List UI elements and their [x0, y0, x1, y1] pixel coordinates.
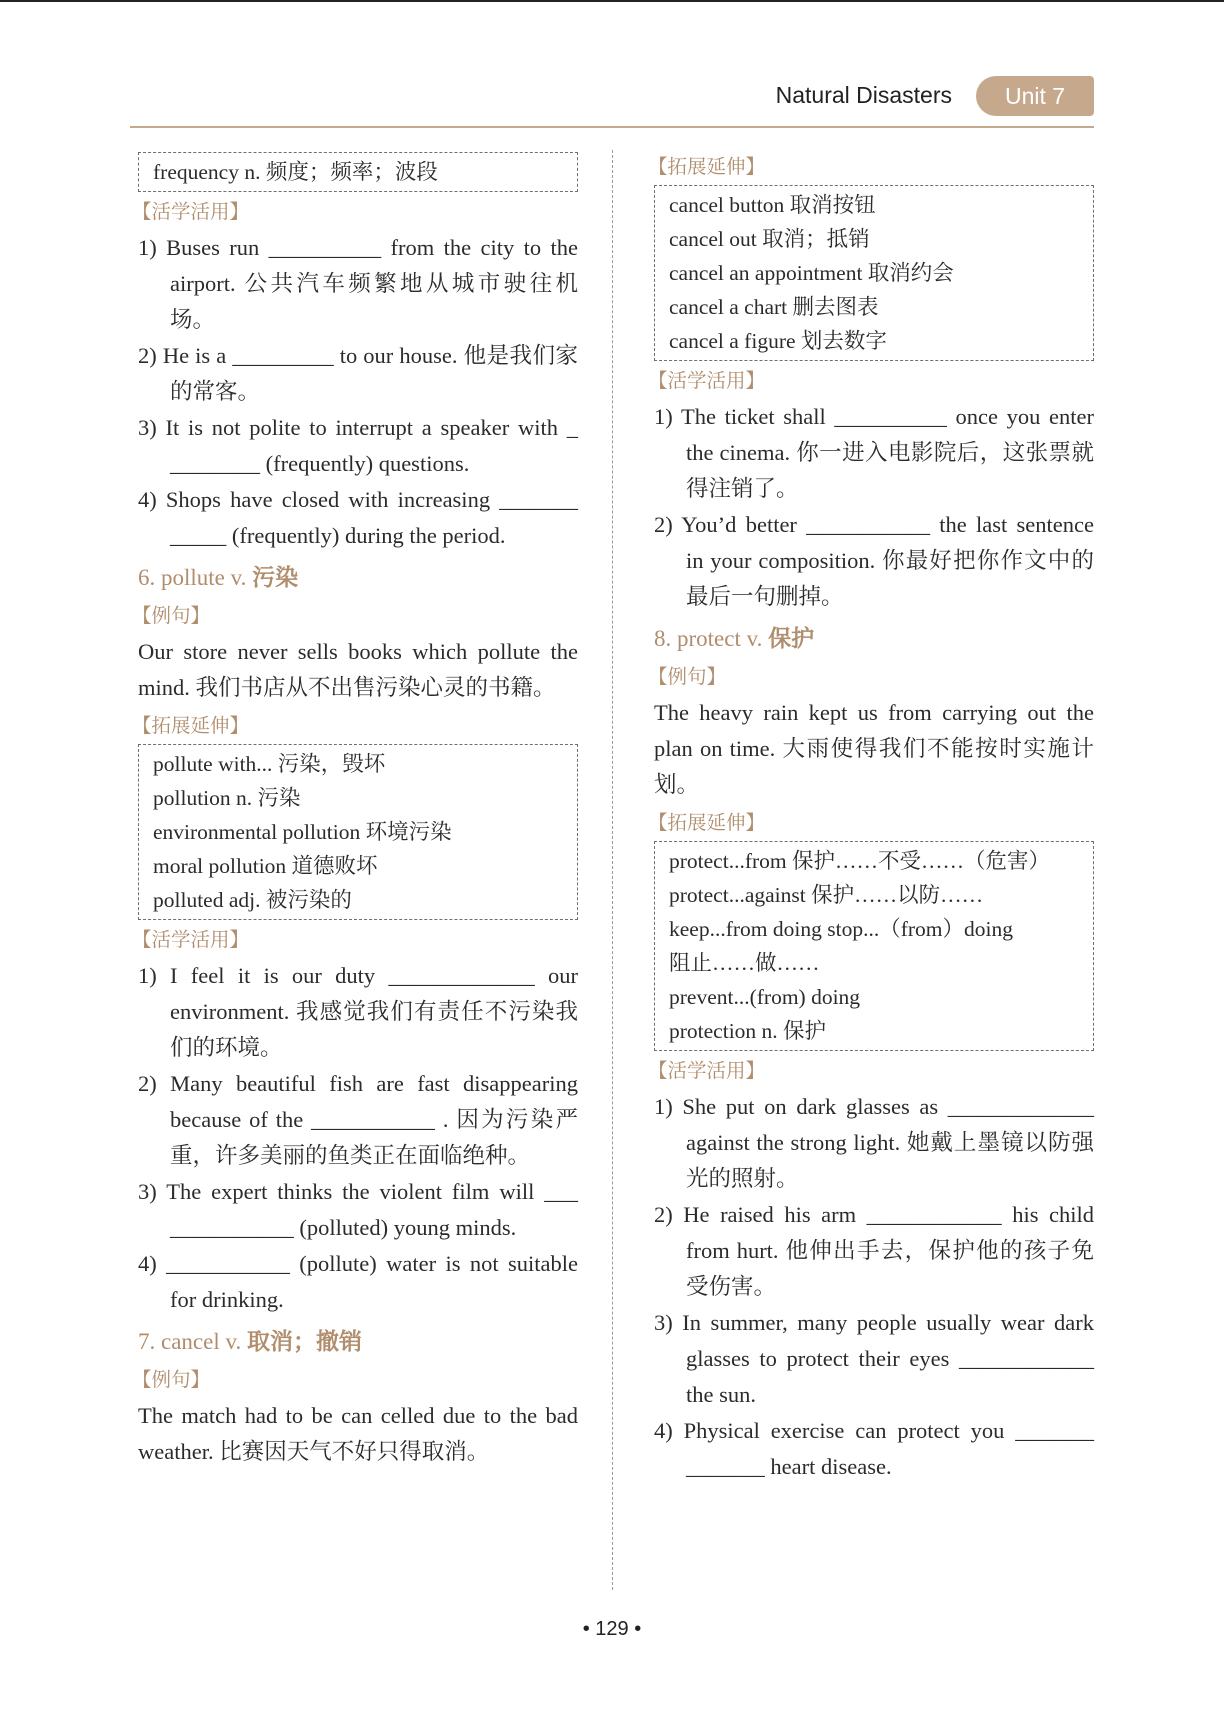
practice-item: 2) He raised his arm ____________ his child from hurt. 他伸出手去，保护他的孩子免受伤害。: [654, 1202, 1094, 1299]
header-rule: [130, 126, 1094, 128]
example-sentence: The match had to be can celled due to the bad weather. 比赛因天气不好只得取消。: [138, 1403, 578, 1464]
box-line: protect...from 保护……不受……（危害）: [669, 849, 1050, 873]
entry-meaning: 污染: [252, 565, 299, 590]
box-line: cancel button 取消按钮: [669, 193, 876, 217]
entry-meaning: 保护: [768, 626, 815, 651]
practice-tag: 【活学活用】: [648, 369, 766, 392]
example-sentence: Our store never sells books which pollute the mind. 我们书店从不出售污染心灵的书籍。: [138, 639, 578, 700]
practice-tag: 【活学活用】: [648, 1059, 766, 1082]
page-number: • 129 •: [582, 1618, 642, 1640]
practice-item: 2) Many beautiful fish are fast disappearing because of the ___________ . 因为污染严重，许多美丽的鱼类正在面临绝种。: [138, 1071, 578, 1168]
entry-word: 6. pollute v.: [138, 565, 253, 590]
box-line: cancel an appointment 取消约会: [669, 261, 954, 285]
pollute-extend-box: [138, 744, 578, 920]
right-column: [648, 152, 1094, 1485]
example-tag: 【例句】: [132, 604, 211, 627]
box-line: pollute with... 污染，毁坏: [153, 752, 386, 776]
practice-item: 3) The expert thinks the violent film will ___ ___________ (polluted) young minds.: [138, 1179, 578, 1240]
box-line: 阻止……做……: [669, 951, 820, 975]
chapter-title: Natural Disasters: [775, 82, 952, 108]
practice-item: 1) Buses run __________ from the city to the airport. 公共汽车频繁地从城市驶往机场。: [138, 235, 578, 332]
box-line: moral pollution 道德败坏: [153, 854, 378, 878]
box-line: keep...from doing stop...（from）doing: [669, 917, 1013, 941]
extend-tag: 【拓展延伸】: [648, 155, 766, 178]
entry-word: 7. cancel v.: [138, 1329, 247, 1354]
box-line: protect...against 保护……以防……: [669, 883, 984, 907]
column-divider: [612, 150, 613, 1590]
box-line: cancel a figure 划去数字: [669, 329, 887, 353]
left-column: [132, 152, 578, 1470]
practice-item: 2) You’d better ___________ the last sentence in your composition. 你最好把你作文中的最后一句删掉。: [654, 512, 1094, 609]
practice-tag: 【活学活用】: [132, 928, 250, 951]
practice-item: 1) She put on dark glasses as _____________ against the strong light. 她戴上墨镜以防强光的照射。: [654, 1094, 1094, 1191]
box-line: polluted adj. 被污染的: [153, 888, 352, 912]
practice-item: 3) It is not polite to interrupt a speaker with _ ________ (frequently) questions.: [138, 415, 578, 476]
box-line: prevent...(from) doing: [669, 985, 861, 1009]
box-line: cancel out 取消；抵销: [669, 227, 870, 251]
practice-item: 2) He is a _________ to our house. 他是我们家的常客。: [138, 343, 578, 404]
practice-item: 1) I feel it is our duty _____________ our environment. 我感觉我们有责任不污染我们的环境。: [138, 963, 578, 1060]
entry-meaning: 取消；撤销: [246, 1329, 362, 1354]
entry-cancel: [138, 1324, 578, 1360]
example-tag: 【例句】: [132, 1368, 211, 1391]
entry-pollute: [138, 560, 578, 596]
extend-tag: 【拓展延伸】: [132, 714, 250, 737]
practice-tag: 【活学活用】: [132, 200, 250, 223]
practice-item: 3) In summer, many people usually wear dark glasses to protect their eyes ____________ the sun.: [654, 1310, 1094, 1407]
top-border-line: [0, 0, 1224, 2]
extend-tag: 【拓展延伸】: [648, 811, 766, 834]
entry-word: 8. protect v.: [654, 626, 769, 651]
practice-item: 1) The ticket shall __________ once you enter the cinema. 你一进入电影院后，这张票就得注销了。: [654, 404, 1094, 501]
cancel-extend-box: [654, 185, 1094, 361]
frequency-box: [138, 152, 578, 192]
box-line: frequency n. 频度；频率；波段: [153, 160, 438, 184]
practice-item: 4) Physical exercise can protect you _______ _______ heart disease.: [654, 1418, 1094, 1479]
example-sentence: The heavy rain kept us from carrying out the plan on time. 大雨使得我们不能按时实施计划。: [654, 700, 1094, 797]
practice-item: 4) Shops have closed with increasing _______ _____ (frequently) during the period.: [138, 487, 578, 548]
box-line: environmental pollution 环境污染: [153, 820, 452, 844]
box-line: protection n. 保护: [669, 1019, 827, 1043]
entry-protect: [654, 621, 1094, 657]
box-line: pollution n. 污染: [153, 786, 301, 810]
box-line: cancel a chart 删去图表: [669, 295, 879, 319]
example-tag: 【例句】: [648, 665, 727, 688]
protect-extend-box: [654, 841, 1094, 1051]
practice-item: 4) ___________ (pollute) water is not suitable for drinking.: [138, 1251, 578, 1312]
unit-badge: Unit 7: [976, 76, 1094, 116]
